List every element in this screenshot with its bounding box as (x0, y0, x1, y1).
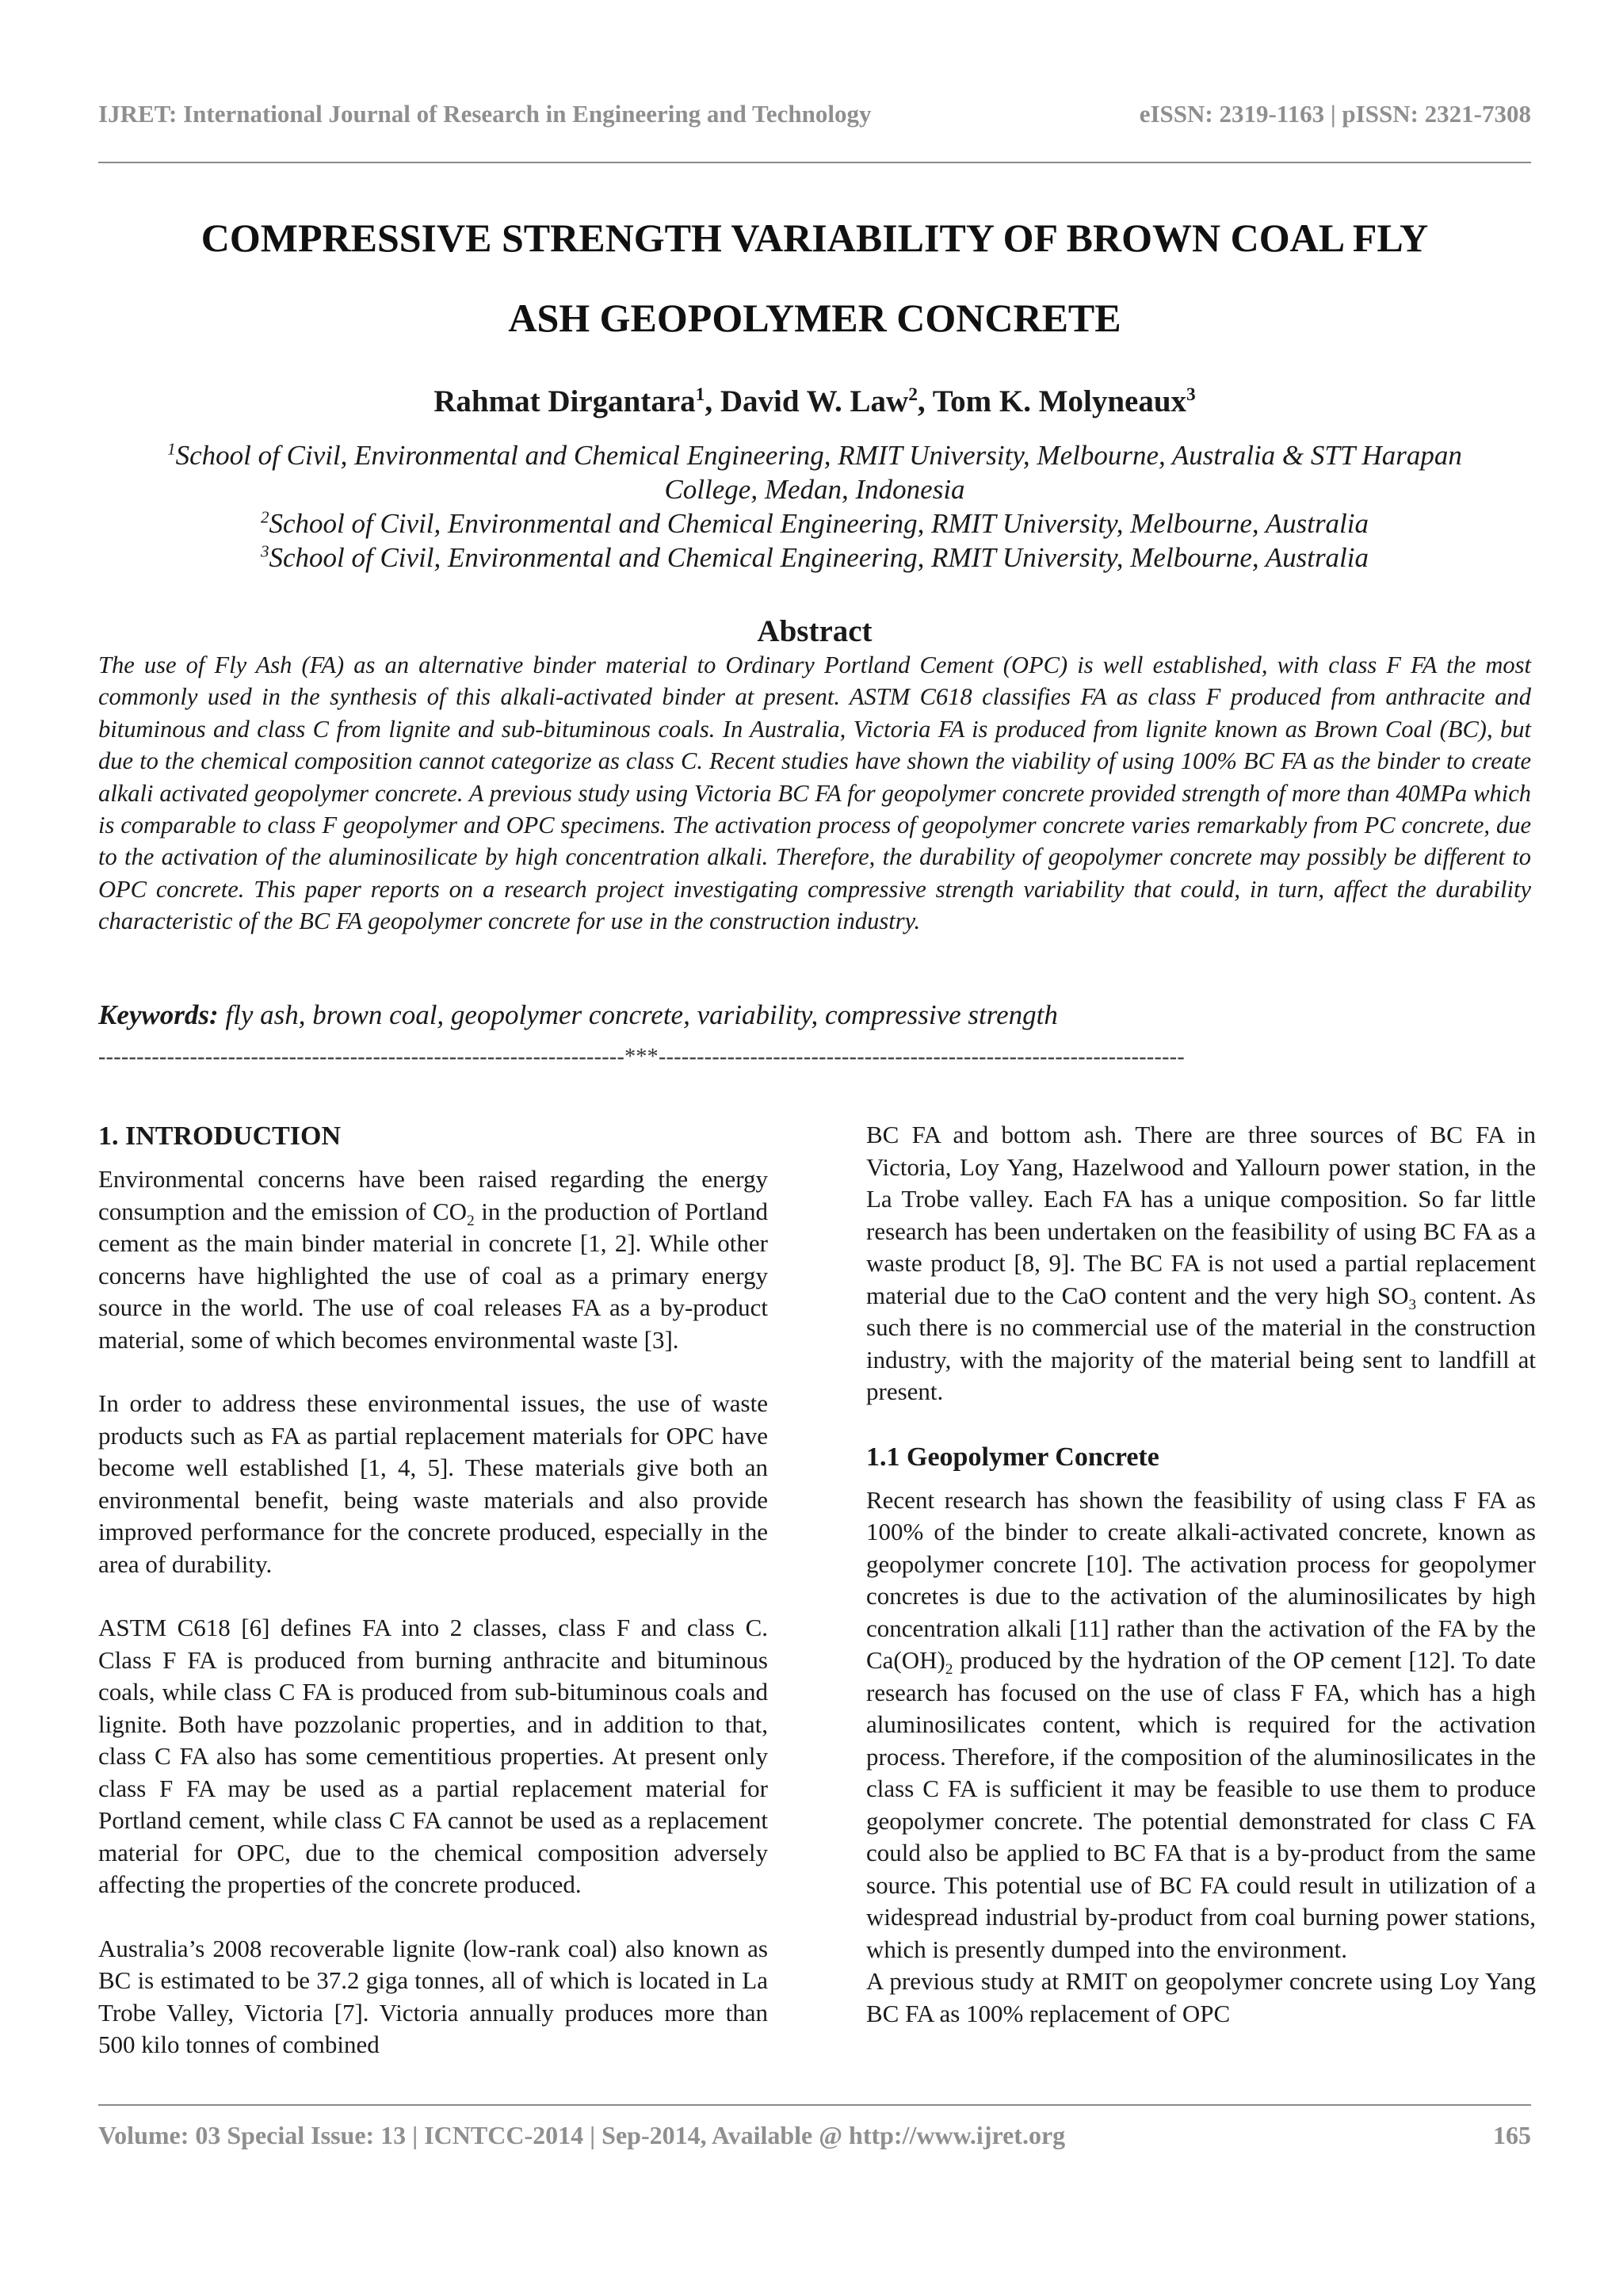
paragraph: BC FA and bottom ash. There are three sources of BC FA in Victoria, Loy Yang, Hazelwood and Yallourn power station, in the La Trobe valley. Each FA has a unique composition. So far little research has been undertaken on the feasibility of using BC FA as a waste product [8, 9]. The BC FA is not used a partial replacement material due to the CaO content and the very high $SO_3$ content. As such there is no commercial use of the material in the construction industry, with the majority of the material being sent to landfill at present. (866, 1121, 1536, 1405)
section-heading-geopolymer-concrete: 1.1 Geopolymer Concrete (866, 1442, 1159, 1472)
affiliation-2 (98, 506, 1531, 541)
author-superscript: 3 (1186, 384, 1196, 405)
title-line-1: COMPRESSIVE STRENGTH VARIABILITY OF BROWN COAL FLY (200, 216, 1429, 260)
author-name: Rahmat Dirgantara (433, 384, 696, 418)
author-separator: , (705, 384, 720, 418)
section-heading-introduction: 1. INTRODUCTION (98, 1121, 342, 1151)
author-name: Tom K. Molyneaux (932, 384, 1187, 418)
paragraph: Recent research has shown the feasibility of using class F FA as 100% of the binder to create alkali-activated concrete, known as geopolymer concrete [10]. The activation process for geopolymer concretes is due to the activation of the aluminosilicates by high concentration alkali [11] rather than the activation of the FA by the $Ca(OH)_2$ produced by the hydration of the OP cement [12]. To date research has focused on the use of class F FA, which has a high aluminosilicates content, which is required for the activation process. Therefore, if the composition of the aluminosilicates in the class C FA is sufficient it may be feasible to use them to produce geopolymer concrete. The potential demonstrated for class C FA could also be applied to BC FA that is a by-product from the same source. This potential use of BC FA could result in utilization of a widespread industrial by-product from coal burning power stations, which is presently dumped into the environment. (866, 1485, 1536, 1963)
author-name: David W. Law (720, 384, 909, 418)
affiliation-text: School of Civil, Environmental and Chemical Engineering, RMIT University, Melbourne, Australia (269, 508, 1369, 539)
section-divider: ---------------------------------------------------------------------***--------------------------------------------------------------------- (98, 1045, 1186, 1069)
affiliation-text: School of Civil, Environmental and Chemical Engineering, RMIT University, Melbourne, Australia (269, 542, 1369, 573)
author-superscript: 2 (908, 384, 918, 405)
paragraph: In order to address these environmental issues, the use of waste products such as FA as partial replacement materials for OPC have become well established [1, 4, 5]. These materials give both an environmental benefit, being waste materials and also provide improved performance for the concrete produced, especially in the area of durability. (98, 1389, 768, 1578)
header-rule (98, 162, 1531, 163)
footer-volume: Volume: 03 Special Issue: 13 | ICNTCC-2014 | Sep-2014, Available @ http://www.ijret.org (98, 2121, 1066, 2149)
affiliation-1-cont: College, Medan, Indonesia (664, 474, 965, 505)
abstract-text: The use of Fly Ash (FA) as an alternative binder material to Ordinary Portland Cement (OPC) is well established, with class F FA the most commonly used in the synthesis of this alkali-activated binder at present. ASTM C618 classifies FA as class F produced from anthracite and bituminous and class C from lignite and sub-bituminous coals. In Australia, Victoria FA is produced from lignite known as Brown Coal (BC), but due to the chemical composition cannot categorize as class C. Recent studies have shown the viability of using 100% BC FA as the binder to create alkali activated geopolymer concrete. A previous study using Victoria BC FA for geopolymer concrete provided strength of more than 40MPa which is comparable to class F geopolymer and OPC specimens. The activation process of geopolymer concrete varies remarkably from PC concrete, due to the activation of the aluminosilicate by high concentration alkali. Therefore, the durability of geopolymer concrete may possibly be different to OPC concrete. This paper reports on a research project investigating compressive strength variability that could, in turn, affect the durability characteristic of the BC FA geopolymer concrete for use in the construction industry. (98, 651, 1531, 935)
paragraph: Australia’s 2008 recoverable lignite (low-rank coal) also known as BC is estimated to be 37.2 giga tonnes, all of which is located in La Trobe Valley, Victoria [7]. Victoria annually produces more than 500 kilo tonnes of combined (98, 1934, 768, 2058)
author-superscript: 1 (695, 384, 705, 405)
author-separator: , (917, 384, 933, 418)
title-line-2: ASH GEOPOLYMER CONCRETE (508, 296, 1121, 340)
left-column (98, 1119, 768, 2093)
journal-header: IJRET: International Journal of Research in Engineering and Technology (98, 100, 872, 128)
affiliations (98, 438, 1531, 575)
abstract-heading: Abstract (757, 614, 873, 648)
paragraph: A previous study at RMIT on geopolymer concrete using Loy Yang BC FA as 100% replacement of OPC (866, 1967, 1536, 2027)
keywords-label: Keywords: (98, 999, 219, 1030)
keywords (98, 999, 1531, 1031)
issn-header: eISSN: 2319-1163 | pISSN: 2321-7308 (1139, 100, 1531, 128)
paragraph: ASTM C618 [6] defines FA into 2 classes, class F and class C. Class F FA is produced from burning anthracite and bituminous coals, while class C FA is produced from sub-bituminous coals and lignite. Both have pozzolanic properties, and in addition to that, class C FA also has some cementitious properties. At present only class F FA may be used as a partial replacement material for Portland cement, while class C FA cannot be used as a replacement material for OPC, due to the chemical composition adversely affecting the properties of the concrete produced. (98, 1614, 768, 1898)
affiliation-marker: 3 (260, 541, 269, 561)
affiliation-marker: 2 (260, 507, 269, 527)
paragraph: Environmental concerns have been raised regarding the energy consumption and the emission of $CO_2$ in the production of Portland cement as the main binder material in concrete [1, 2]. While other concerns have highlighted the use of coal as a primary energy source in the world. The use of coal releases FA as a by-product material, some of which becomes environmental waste [3]. (98, 1165, 768, 1354)
footer-rule (98, 2104, 1531, 2106)
keywords-text: fly ash, brown coal, geopolymer concrete, variability, compressive strength (218, 999, 1058, 1030)
affiliation-1 (98, 438, 1531, 472)
affiliation-text: School of Civil, Environmental and Chemical Engineering, RMIT University, Melbourne, Australia & STT Harapan (175, 440, 1462, 471)
right-column (866, 1119, 1536, 2061)
affiliation-3 (98, 541, 1531, 575)
paper-title (98, 198, 1531, 358)
author-list (98, 384, 1531, 419)
affiliation-marker: 1 (167, 439, 176, 459)
page-number: 165 (1493, 2121, 1531, 2149)
